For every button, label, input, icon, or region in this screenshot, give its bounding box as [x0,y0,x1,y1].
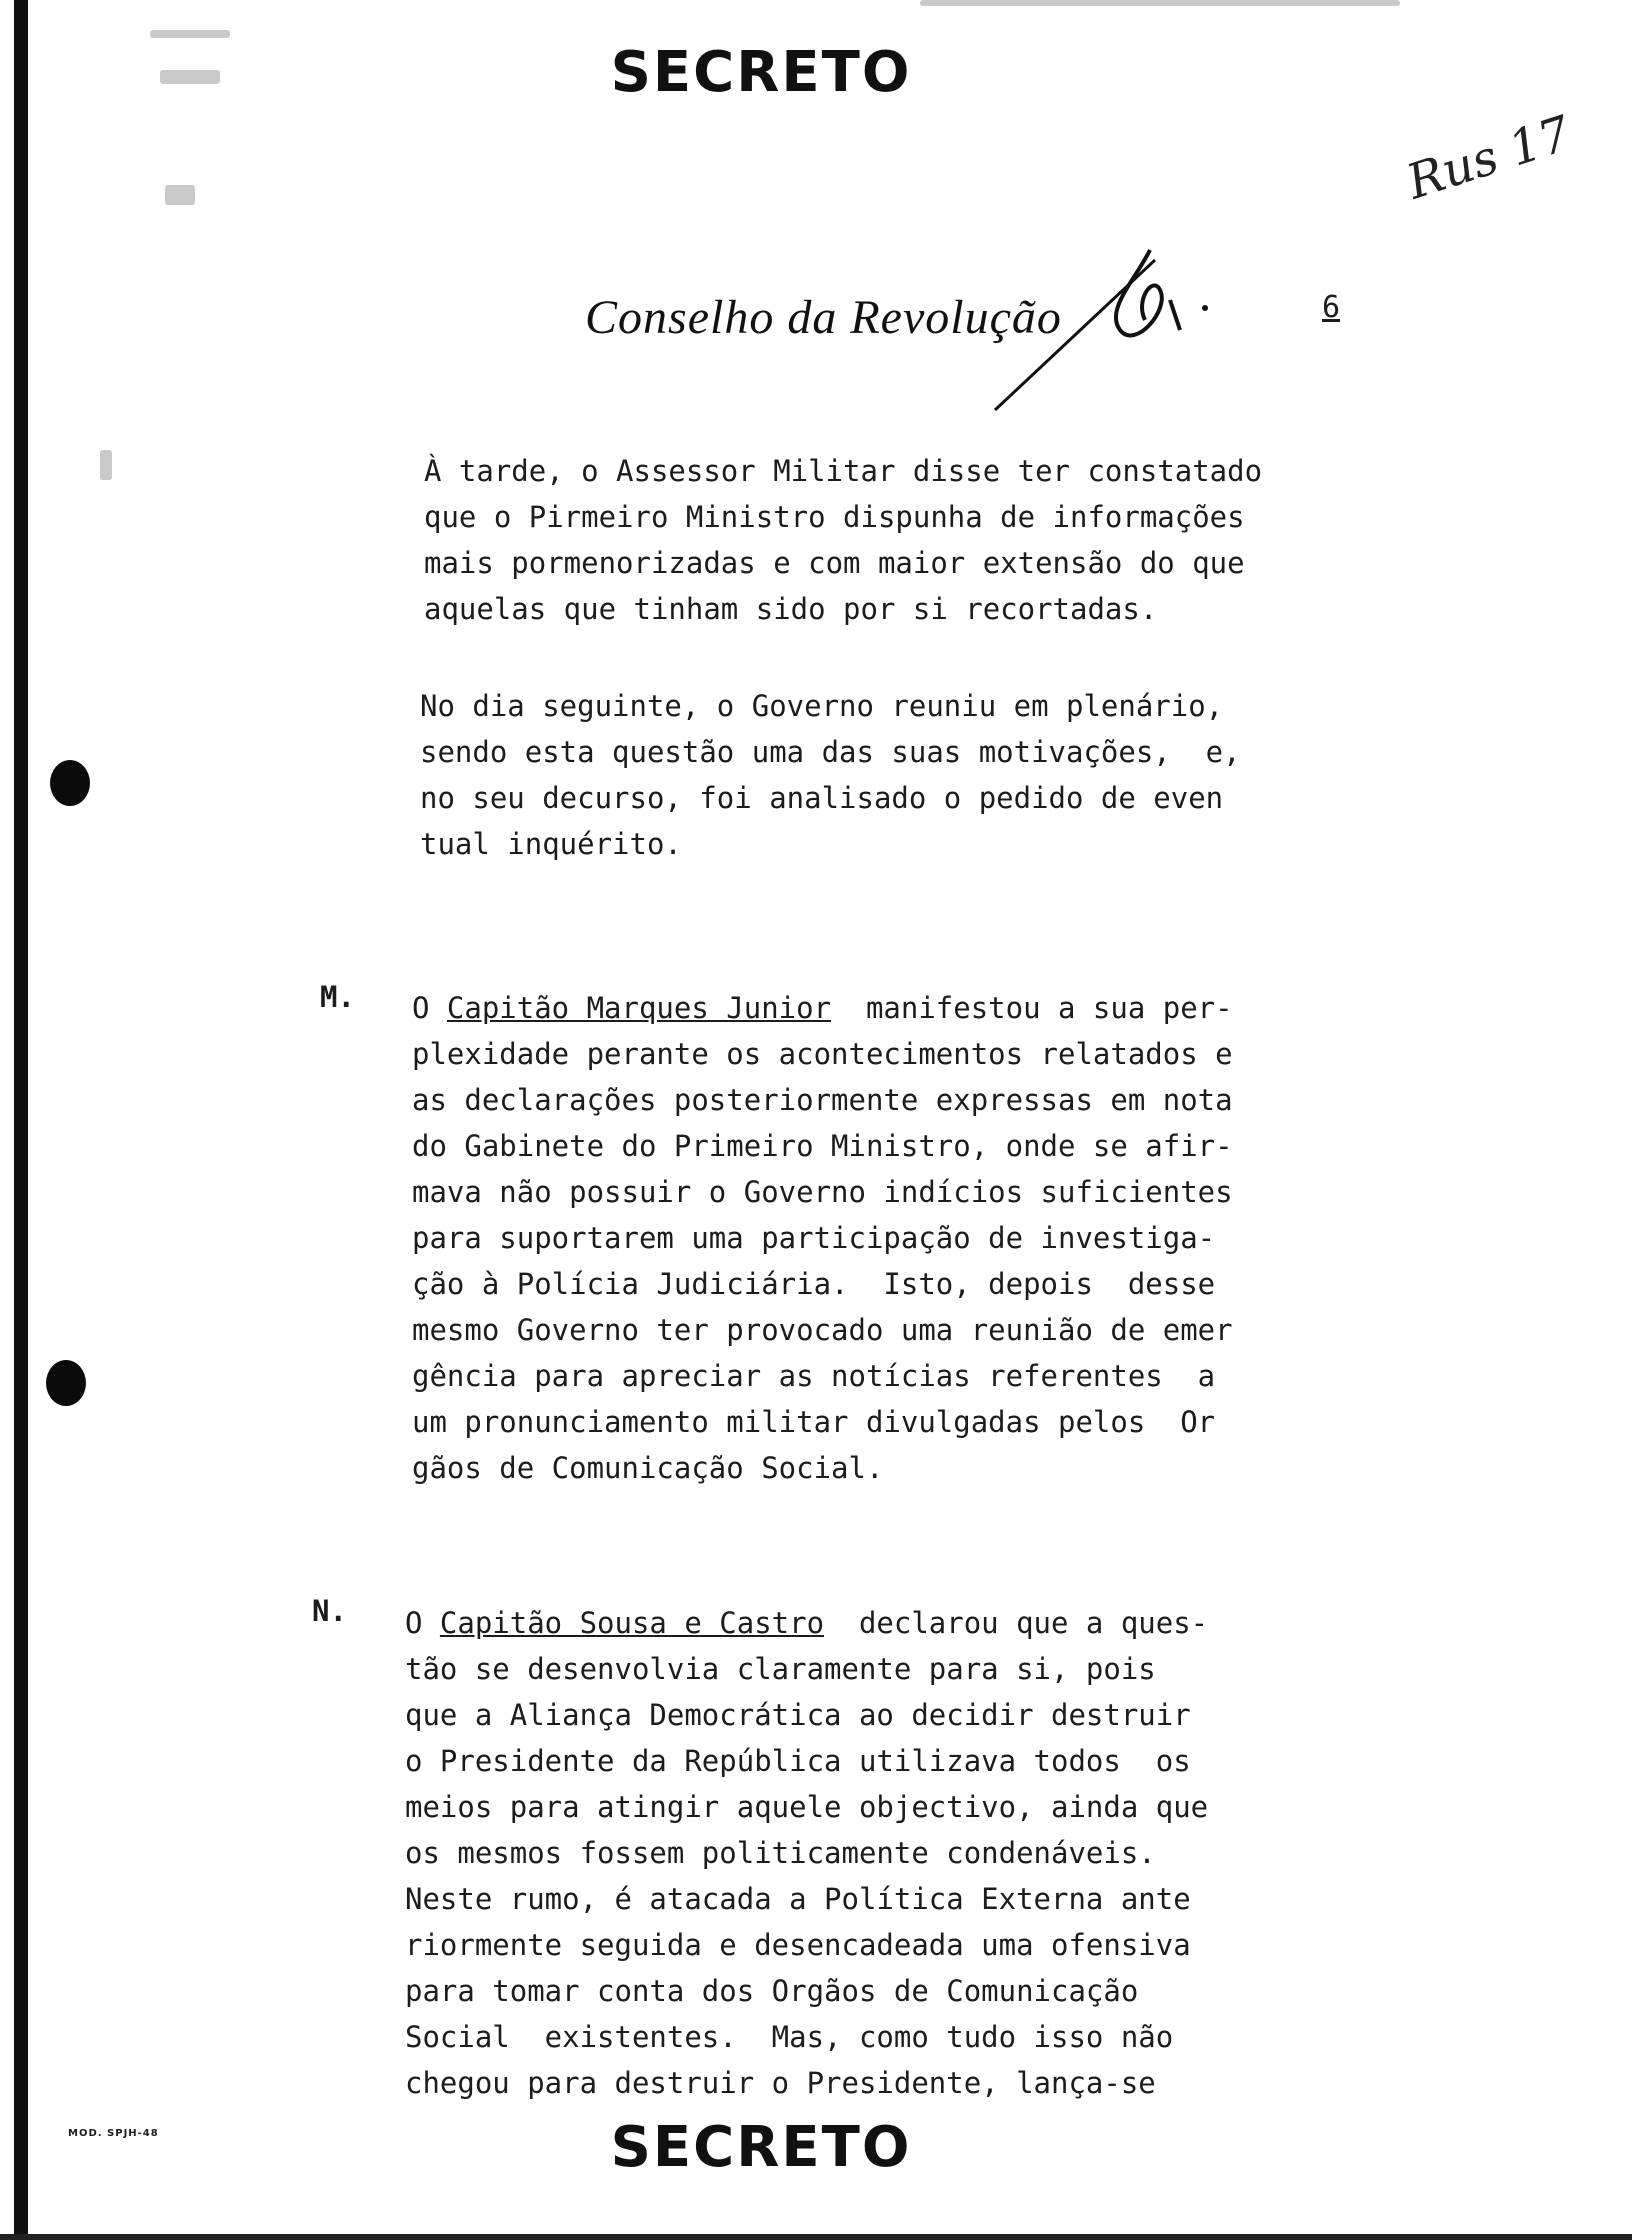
text-line: do Gabinete do Primeiro Ministro, onde se afir- [412,1129,1233,1163]
scan-smudge [100,450,112,480]
text-line: gência para apreciar as notícias referentes a [412,1359,1216,1393]
text-line: tual inquérito. [420,827,682,861]
scan-smudge [920,0,1400,6]
signature-mark [985,240,1215,420]
classification-stamp-top: SECRETO [610,40,912,105]
text-line: aquelas que tinham sido por si recortadas. [424,592,1158,626]
text-line [412,985,1233,1031]
scan-smudge [165,185,195,205]
text-line [405,1600,1208,1646]
classification-stamp-bottom: SECRETO [610,2115,912,2180]
text-line: No dia seguinte, o Governo reuniu em plenário, [420,689,1224,723]
text-line: que o Pirmeiro Ministro dispunha de informações [424,500,1245,534]
scan-smudge [150,30,230,38]
handwritten-initials: Rus 17 [1400,105,1578,211]
punch-hole [50,760,90,806]
text-line: para suportarem uma participação de investiga- [412,1221,1216,1255]
text-line: sendo esta questão uma das suas motivações, e, [420,735,1241,769]
text-line: À tarde, o Assessor Militar disse ter constatado [424,454,1263,488]
section-label-m: M. [320,980,355,1014]
text-fragment: manifestou a sua per- [831,991,1233,1025]
page-binding-edge [14,0,28,2240]
text-line: para tomar conta dos Orgãos de Comunicação [405,1974,1139,2008]
text-line: mais pormenorizadas e com maior extensão do que [424,546,1245,580]
text-line: gãos de Comunicação Social. [412,1451,884,1485]
text-line: riormente seguida e desencadeada uma ofensiva [405,1928,1191,1962]
council-letterhead: Conselho da Revolução [585,291,1062,344]
text-line: mesmo Governo ter provocado uma reunião de emer [412,1313,1233,1347]
text-line: os mesmos fossem politicamente condenáveis. [405,1836,1156,1870]
text-line: que a Aliança Democrática ao decidir destruir [405,1698,1191,1732]
page-bottom-edge [0,2234,1632,2240]
page-number: 6 [1322,290,1341,325]
text-fragment: O [412,991,447,1025]
text-line: as declarações posteriormente expressas em nota [412,1083,1233,1117]
text-line: meios para atingir aquele objectivo, ainda que [405,1790,1209,1824]
paragraph-afternoon [424,448,1262,632]
speaker-name: Capitão Sousa e Castro [439,1606,825,1640]
text-line: tão se desenvolvia claramente para si, pois [405,1652,1156,1686]
text-line: plexidade perante os acontecimentos relatados e [412,1037,1233,1071]
text-line: no seu decurso, foi analisado o pedido de even [420,781,1224,815]
text-fragment: declarou que a ques- [824,1606,1209,1640]
text-line: mava não possuir o Governo indícios suficientes [412,1175,1233,1209]
text-fragment: O [405,1606,440,1640]
form-code: MOD. SPJH-48 [68,2128,159,2139]
punch-hole [46,1360,86,1406]
text-line: chegou para destruir o Presidente, lança-se [405,2066,1156,2100]
section-m-text [412,985,1233,1491]
section-n-text [405,1600,1208,2106]
speaker-name: Capitão Marques Junior [446,991,832,1025]
text-line: Neste rumo, é atacada a Política Externa ante [405,1882,1191,1916]
section-label-n: N. [312,1594,347,1628]
text-line: Social existentes. Mas, como tudo isso não [405,2020,1174,2054]
paragraph-next-day [420,683,1241,867]
text-line: um pronunciamento militar divulgadas pelos Or [412,1405,1216,1439]
text-line: ção à Polícia Judiciária. Isto, depois desse [412,1267,1216,1301]
text-line: o Presidente da República utilizava todos os [405,1744,1191,1778]
